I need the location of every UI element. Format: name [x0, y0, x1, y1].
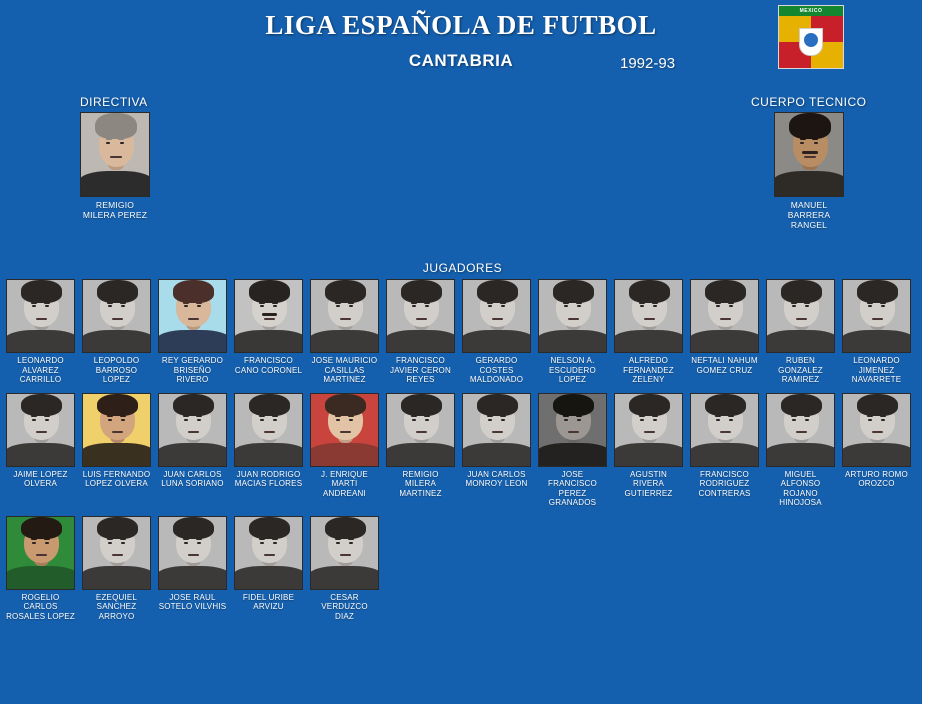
players-grid	[6, 279, 919, 629]
portrait-photo	[82, 279, 151, 353]
player-card	[234, 279, 303, 385]
section-label-directiva: DIRECTIVA	[80, 95, 148, 109]
player-card	[462, 393, 531, 508]
person-card-cuerpo-tecnico	[774, 112, 844, 230]
portrait-photo	[766, 279, 835, 353]
portrait-photo	[158, 393, 227, 467]
player-name: ROGELIO CARLOS ROSALES LOPEZ	[6, 592, 75, 621]
portrait-photo	[538, 279, 607, 353]
player-card	[6, 516, 75, 622]
player-name: GERARDO COSTES MALDONADO	[469, 356, 524, 384]
player-name: ALFREDO FERNANDEZ ZELENY	[623, 356, 674, 384]
portrait-photo	[80, 112, 150, 197]
portrait-photo	[310, 279, 379, 353]
player-card	[158, 393, 227, 508]
player-card	[310, 279, 379, 385]
player-name: CESAR VERDUZCO DIAZ	[321, 592, 368, 621]
player-card	[310, 393, 379, 508]
player-name: REY GERARDO BRISEÑO RIVERO	[161, 356, 224, 384]
person-card-directiva	[80, 112, 150, 220]
portrait-photo	[766, 393, 835, 467]
player-card	[766, 279, 835, 385]
person-name: MANUEL BARRERA RANGEL	[787, 200, 831, 230]
player-name: J. ENRIQUE MARTI ANDREANI	[321, 469, 368, 498]
portrait-photo	[842, 279, 911, 353]
player-card	[690, 393, 759, 508]
portrait-photo	[690, 279, 759, 353]
player-name: JUAN RODRIGO MACIAS FLORES	[234, 469, 303, 488]
team-name: CANTABRIA	[408, 51, 514, 70]
player-name: REMIGIO MILERA MARTINEZ	[399, 469, 442, 498]
portrait-photo	[310, 516, 379, 590]
portrait-photo	[842, 393, 911, 467]
players-row	[6, 393, 919, 508]
section-label-cuerpo-tecnico: CUERPO TECNICO	[751, 95, 867, 109]
portrait-photo	[386, 279, 455, 353]
player-name: NEFTALI NAHUM GOMEZ CRUZ	[691, 356, 758, 375]
portrait-photo	[82, 393, 151, 467]
mexico-crest-icon	[778, 5, 844, 69]
portrait-photo	[538, 393, 607, 467]
player-name: MIGUEL ALFONSO ROJANO HINOJOSA	[779, 469, 822, 507]
player-card	[158, 279, 227, 385]
portrait-photo	[82, 516, 151, 590]
player-name: FIDEL URIBE ARVIZU	[242, 592, 295, 611]
portrait-photo	[462, 279, 531, 353]
portrait-photo	[6, 393, 75, 467]
player-name: ARTURO ROMO OROZCO	[845, 469, 908, 488]
player-name: JAIME LOPEZ OLVERA	[13, 469, 68, 488]
player-card	[614, 279, 683, 385]
page-title: LIGA ESPAÑOLA DE FUTBOL	[265, 10, 657, 40]
players-row	[6, 279, 919, 385]
portrait-photo	[462, 393, 531, 467]
portrait-photo	[690, 393, 759, 467]
player-name: LEOPOLDO BARROSO LOPEZ	[93, 356, 140, 384]
player-card	[158, 516, 227, 622]
player-card	[82, 393, 151, 508]
player-card	[82, 516, 151, 622]
player-name: JOSE RAUL SOTELO VILVHIS	[158, 592, 227, 611]
player-card	[386, 279, 455, 385]
portrait-photo	[6, 516, 75, 590]
player-name: JOSE FRANCISCO PEREZ GRANADOS	[548, 469, 597, 507]
players-row	[6, 516, 919, 622]
player-name: LEONARDO JIMENEZ NAVARRETE	[851, 356, 902, 384]
season-label: 1992-93	[620, 55, 676, 72]
player-card	[386, 393, 455, 508]
person-name: REMIGIO MILERA PEREZ	[82, 200, 148, 220]
player-card	[234, 393, 303, 508]
player-card	[766, 393, 835, 508]
player-name: NELSON A. ESCUDERO LOPEZ	[549, 356, 596, 384]
crest-body	[779, 16, 843, 68]
player-name: JUAN CARLOS MONROY LEON	[465, 469, 528, 488]
player-name: LEONARDO ALVAREZ CARRILLO	[17, 356, 64, 384]
crest-country-label: MEXICO	[779, 6, 843, 16]
portrait-photo	[234, 393, 303, 467]
portrait-photo	[158, 516, 227, 590]
player-name: FRANCISCO RODRIGUEZ CONTRERAS	[698, 469, 751, 498]
player-name: LUIS FERNANDO LOPEZ OLVERA	[82, 469, 151, 488]
portrait-photo	[386, 393, 455, 467]
portrait-photo	[234, 279, 303, 353]
player-name: RUBEN GONZALEZ RAMIREZ	[778, 356, 823, 384]
crest-shield	[799, 28, 823, 56]
portrait-photo	[310, 393, 379, 467]
portrait-photo	[614, 393, 683, 467]
player-name: JUAN CARLOS LUNA SORIANO	[161, 469, 224, 488]
player-name: FRANCISCO JAVIER CERON REYES	[390, 356, 451, 384]
player-card	[614, 393, 683, 508]
player-card	[842, 279, 911, 385]
portrait-photo	[774, 112, 844, 197]
portrait-photo	[234, 516, 303, 590]
crest-shield-inner	[804, 33, 818, 47]
portrait-photo	[158, 279, 227, 353]
player-card	[6, 279, 75, 385]
player-card	[6, 393, 75, 508]
player-card	[82, 279, 151, 385]
player-name: AGUSTIN RIVERA GUTIERREZ	[624, 469, 673, 498]
player-card	[538, 393, 607, 508]
portrait-photo	[614, 279, 683, 353]
player-card	[310, 516, 379, 622]
player-name: FRANCISCO CANO CORONEL	[234, 356, 303, 375]
portrait-photo	[6, 279, 75, 353]
player-name: JOSE MAURICIO CASILLAS MARTINEZ	[311, 356, 378, 384]
player-card	[690, 279, 759, 385]
player-name: EZEQUIEL SANCHEZ ARROYO	[95, 592, 138, 621]
player-card	[462, 279, 531, 385]
player-card	[234, 516, 303, 622]
player-card	[842, 393, 911, 508]
player-card	[538, 279, 607, 385]
section-label-jugadores: JUGADORES	[422, 261, 503, 275]
